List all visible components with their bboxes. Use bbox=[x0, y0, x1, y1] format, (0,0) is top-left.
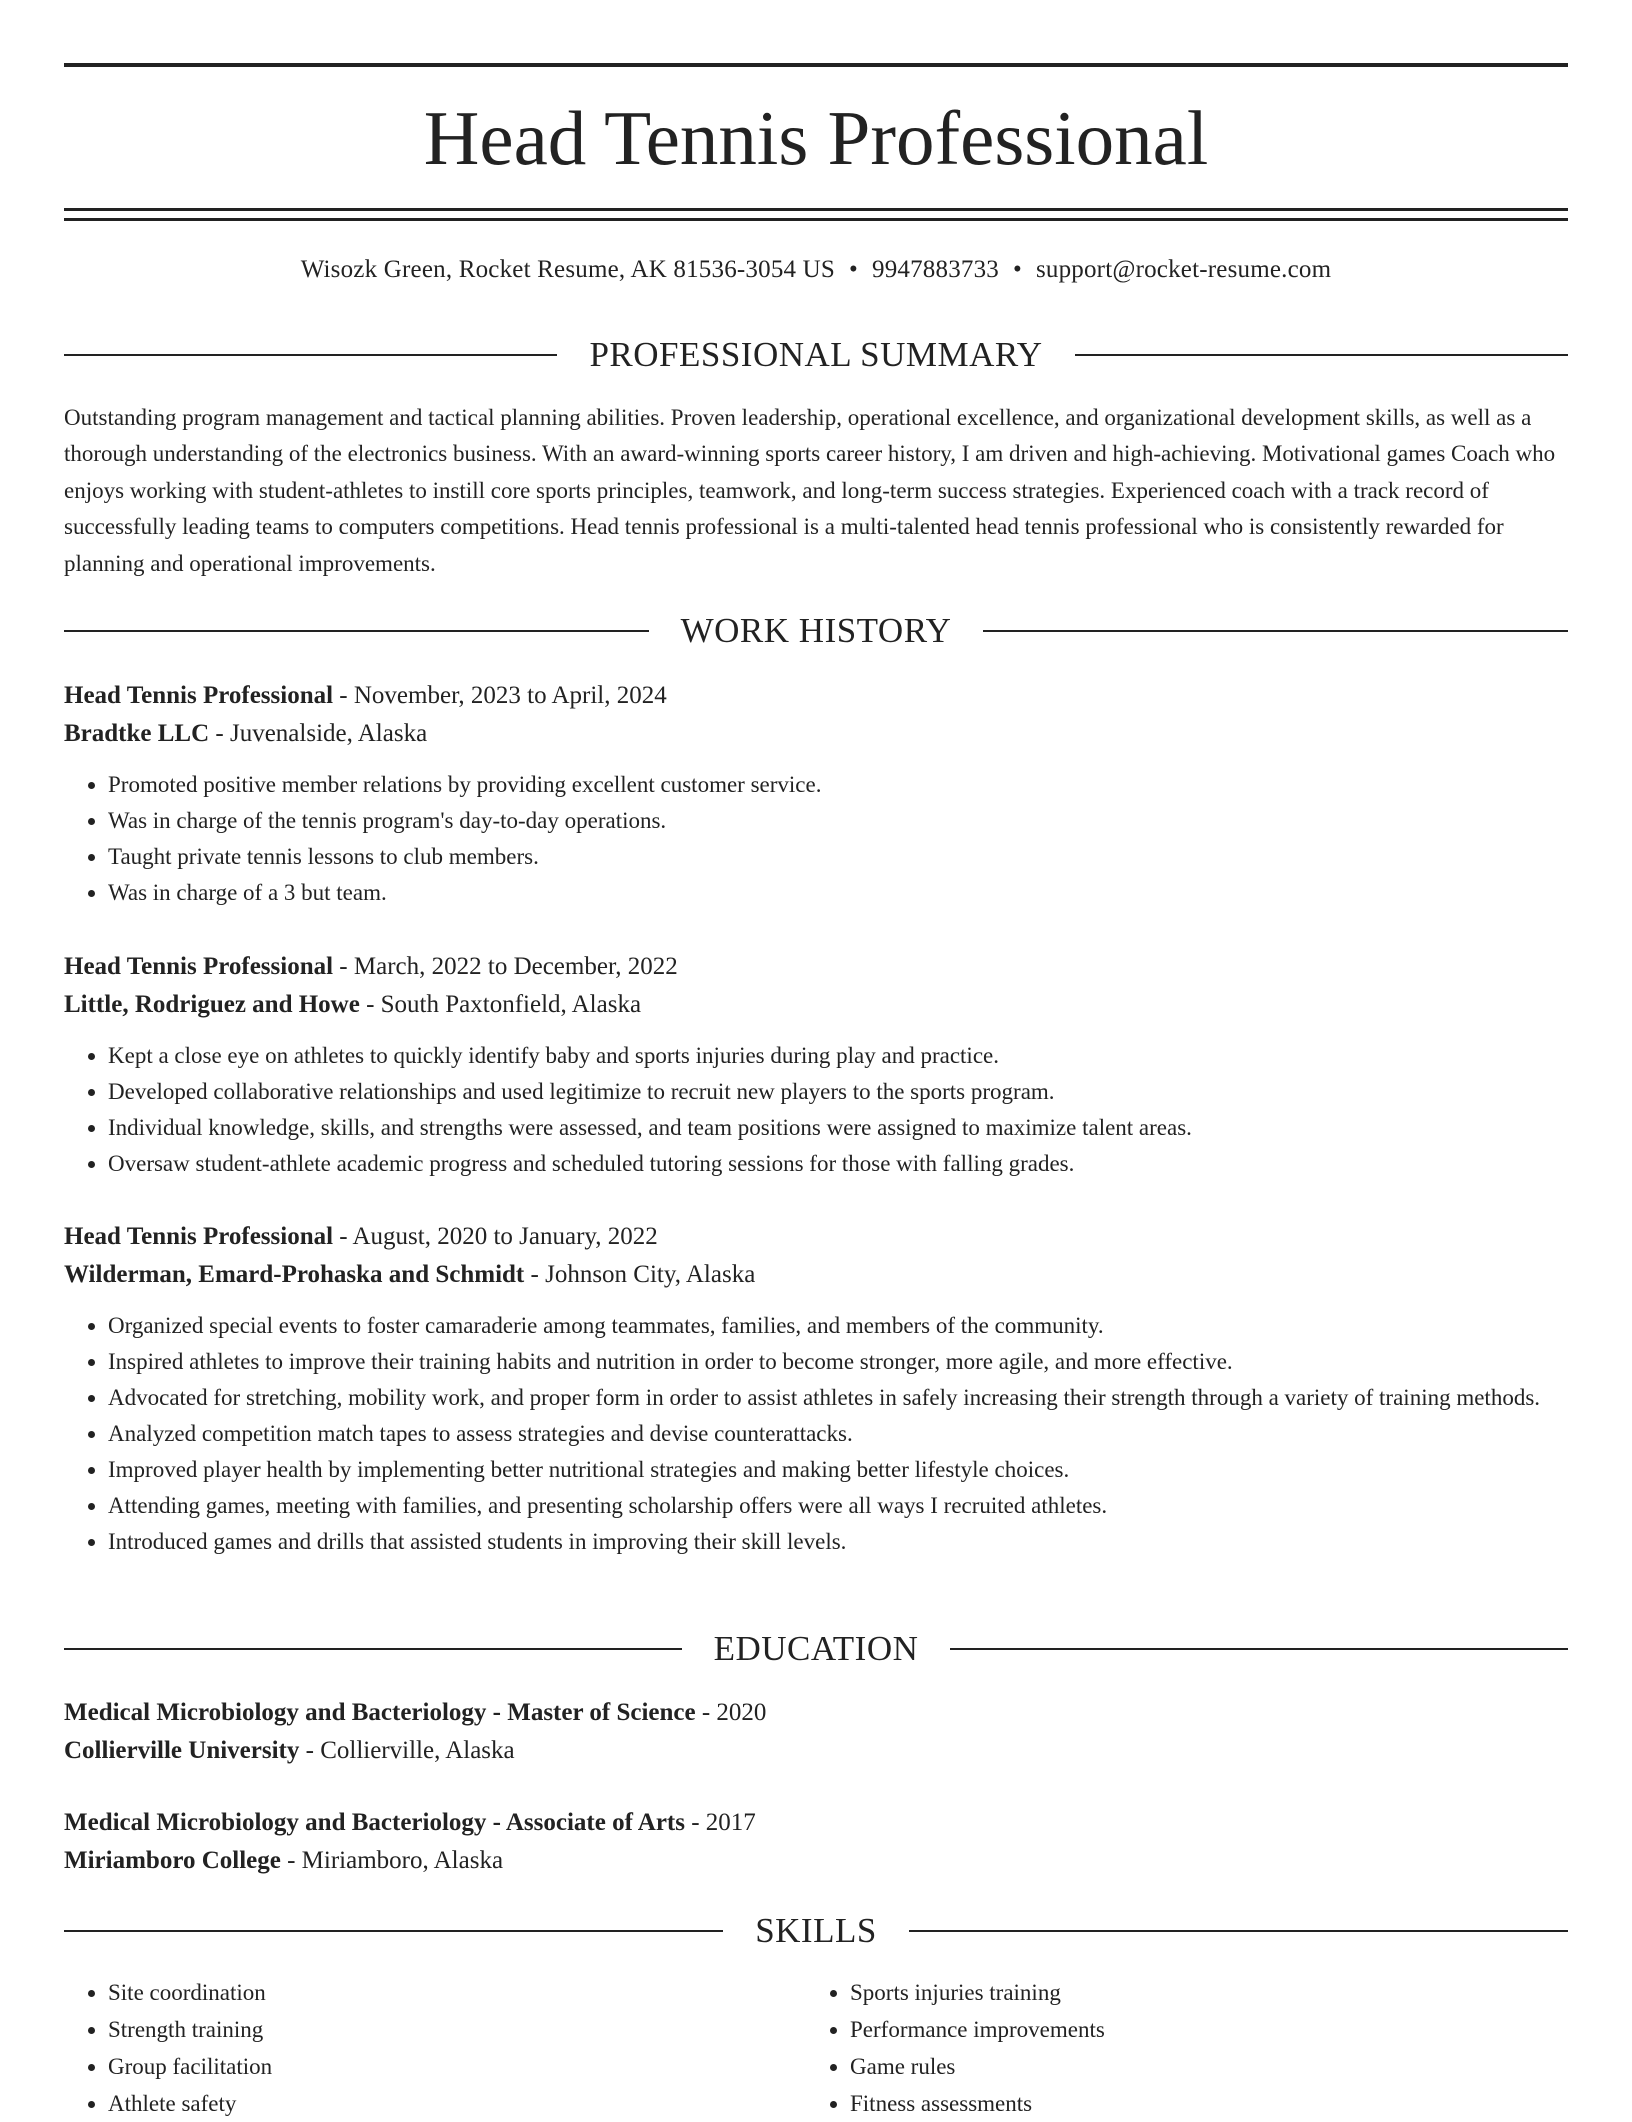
job-location: - Juvenalside, Alaska bbox=[215, 720, 428, 747]
skill-item: • Sports injuries training bbox=[850, 1974, 1548, 2011]
contact-line bbox=[64, 252, 1568, 288]
job-title-line bbox=[64, 677, 1568, 715]
section-heading-skills bbox=[64, 1909, 1568, 1953]
list-item: • Was in charge of a 3 but team. bbox=[108, 875, 1568, 911]
work-entry bbox=[64, 948, 1568, 1182]
heading-rule-left bbox=[64, 1648, 682, 1650]
header-double-rule bbox=[64, 208, 1568, 221]
section-heading-summary bbox=[64, 333, 1568, 377]
skill-item: • Fitness assessments bbox=[850, 2085, 1548, 2122]
list-item: • Was in charge of the tennis program's day-to-day operations. bbox=[108, 803, 1568, 839]
skill-item: • Game rules bbox=[850, 2048, 1548, 2085]
list-item: • Introduced games and drills that assisted students in improving their skill levels. bbox=[108, 1524, 1568, 1560]
work-entry bbox=[64, 677, 1568, 911]
education-entry bbox=[64, 1804, 1568, 1880]
education-entry bbox=[64, 1694, 1568, 1770]
school-location: - Miriamboro, Alaska bbox=[287, 1847, 504, 1874]
heading-rule-right bbox=[983, 630, 1568, 632]
heading-rule-left bbox=[64, 354, 557, 356]
skill-item: • Site coordination bbox=[108, 1974, 806, 2011]
job-bullets bbox=[64, 767, 1568, 911]
school-line bbox=[64, 1732, 1568, 1770]
school-location: - Collierville, Alaska bbox=[305, 1737, 515, 1764]
heading-rule-left bbox=[64, 630, 649, 632]
skill-item: • Strength training bbox=[108, 2011, 806, 2048]
job-dates: - March, 2022 to December, 2022 bbox=[339, 953, 678, 980]
list-item: • Taught private tennis lessons to club members. bbox=[108, 839, 1568, 875]
contact-phone: 9947883733 bbox=[872, 256, 999, 283]
job-company: Bradtke LLC bbox=[64, 720, 210, 747]
job-dates: - August, 2020 to January, 2022 bbox=[339, 1223, 658, 1250]
degree-line bbox=[64, 1804, 1568, 1842]
degree: Medical Microbiology and Bacteriology - Master of Science bbox=[64, 1699, 696, 1726]
section-heading-education bbox=[64, 1627, 1568, 1671]
job-company: Wilderman, Emard-Prohaska and Schmidt bbox=[64, 1261, 525, 1288]
job-company: Little, Rodriguez and Howe bbox=[64, 991, 360, 1018]
skills-column-right bbox=[806, 1974, 1548, 2122]
job-bullets bbox=[64, 1308, 1568, 1560]
job-company-line bbox=[64, 986, 1568, 1024]
section-title: PROFESSIONAL SUMMARY bbox=[589, 335, 1043, 374]
job-title: Head Tennis Professional bbox=[64, 1223, 334, 1250]
school-name: Collierville University bbox=[64, 1737, 300, 1764]
heading-rule-right bbox=[909, 1930, 1568, 1932]
contact-address: Wisozk Green, Rocket Resume, AK 81536-3054 US bbox=[300, 256, 836, 283]
list-item: • Promoted positive member relations by providing excellent customer service. bbox=[108, 767, 1568, 803]
job-title: Head Tennis Professional bbox=[64, 953, 334, 980]
job-company-line bbox=[64, 715, 1568, 753]
resume-title: Head Tennis Professional bbox=[423, 95, 1209, 181]
list-item: • Inspired athletes to improve their training habits and nutrition in order to become stronger, more agile, and more effective. bbox=[108, 1344, 1568, 1380]
heading-rule-right bbox=[950, 1648, 1568, 1650]
contact-email: support@rocket-resume.com bbox=[1035, 256, 1332, 283]
skill-item: • Athlete safety bbox=[108, 2085, 806, 2122]
list-item: • Organized special events to foster camaraderie among teammates, families, and members of the community. bbox=[108, 1308, 1568, 1344]
skill-item: • Performance improvements bbox=[850, 2011, 1548, 2048]
work-entry bbox=[64, 1218, 1568, 1560]
job-title: Head Tennis Professional bbox=[64, 682, 334, 709]
summary-text: Outstanding program management and tactical planning abilities. Proven leadership, operational excellence, and organizational development skills, as well as a thorough understanding of the electronics business. With an award-winning sports career history, I am driven and high-achieving. Motivational games Coach who enjoys working with student-athletes to instill core sports principles, teamwork, and long-term success strategies. Experienced coach with a track record of successfully leading teams to computers competitions. Head tennis professional is a multi-talented head tennis professional who is consistently rewarded for planning and operational improvements. bbox=[64, 405, 1556, 576]
heading-rule-left bbox=[64, 1930, 723, 1932]
list-item: • Advocated for stretching, mobility work, and proper form in order to assist athletes in safely increasing their strength through a variety of training methods. bbox=[108, 1380, 1568, 1416]
degree: Medical Microbiology and Bacteriology - Associate of Arts bbox=[64, 1809, 685, 1836]
list-item: • Individual knowledge, skills, and strengths were assessed, and team positions were assigned to maximize talent areas. bbox=[108, 1110, 1568, 1146]
list-item: • Developed collaborative relationships and used legitimize to recruit new players to the sports program. bbox=[108, 1074, 1568, 1110]
section-title: SKILLS bbox=[755, 1911, 877, 1950]
header-top-rule bbox=[64, 63, 1568, 67]
skills-list bbox=[64, 1974, 1568, 2122]
job-title-line bbox=[64, 1218, 1568, 1256]
school-line bbox=[64, 1842, 1568, 1880]
contact-separator: • bbox=[1013, 256, 1022, 283]
contact-separator: • bbox=[849, 256, 858, 283]
school-name: Miriamboro College bbox=[64, 1847, 281, 1874]
job-company-line bbox=[64, 1256, 1568, 1294]
heading-rule-right bbox=[1075, 354, 1568, 356]
graduation-year: - 2020 bbox=[701, 1699, 767, 1726]
section-title: WORK HISTORY bbox=[680, 611, 952, 650]
section-title: EDUCATION bbox=[713, 1629, 919, 1668]
section-heading-work bbox=[64, 609, 1568, 653]
list-item: • Kept a close eye on athletes to quickly identify baby and sports injuries during play and practice. bbox=[108, 1038, 1568, 1074]
list-item: • Improved player health by implementing better nutritional strategies and making better lifestyle choices. bbox=[108, 1452, 1568, 1488]
skill-item: • Group facilitation bbox=[108, 2048, 806, 2085]
degree-line bbox=[64, 1694, 1568, 1732]
job-location: - Johnson City, Alaska bbox=[530, 1261, 756, 1288]
graduation-year: - 2017 bbox=[691, 1809, 756, 1836]
job-dates: - November, 2023 to April, 2024 bbox=[339, 682, 667, 709]
list-item: • Attending games, meeting with families, and presenting scholarship offers were all ways I recruited athletes. bbox=[108, 1488, 1568, 1524]
list-item: • Oversaw student-athlete academic progress and scheduled tutoring sessions for those with falling grades. bbox=[108, 1146, 1568, 1182]
skills-column-left bbox=[64, 1974, 806, 2122]
job-title-line bbox=[64, 948, 1568, 986]
job-bullets bbox=[64, 1038, 1568, 1182]
job-location: - South Paxtonfield, Alaska bbox=[366, 991, 642, 1018]
list-item: • Analyzed competition match tapes to assess strategies and devise counterattacks. bbox=[108, 1416, 1568, 1452]
